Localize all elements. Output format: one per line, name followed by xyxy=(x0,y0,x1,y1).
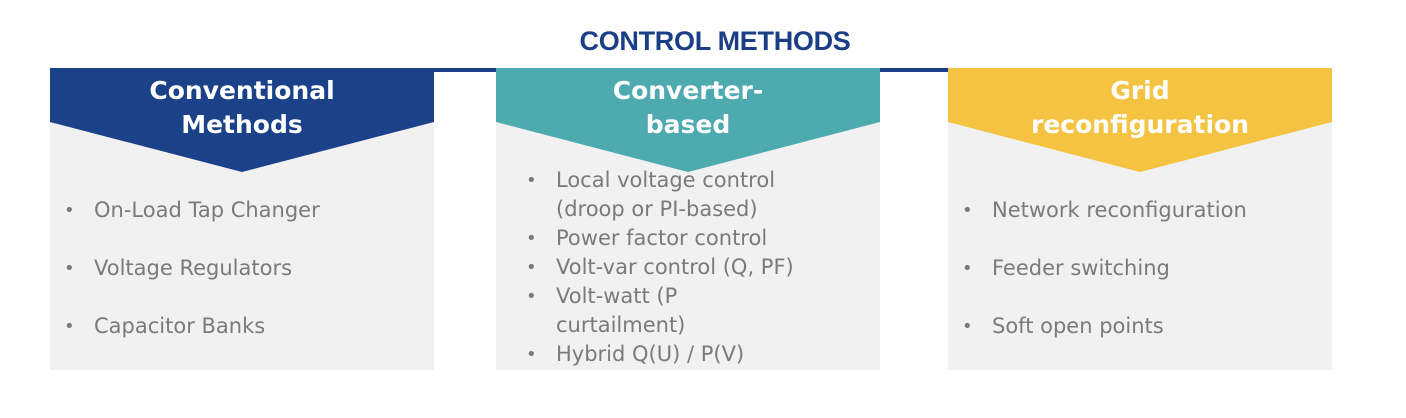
list-item xyxy=(512,340,872,369)
column-header: Grid reconfiguration xyxy=(1031,76,1249,139)
column-header: Conventional Methods xyxy=(149,76,335,139)
bullet-icon: • xyxy=(962,200,973,221)
list-item-text: Power factor control xyxy=(556,226,768,250)
list-item xyxy=(50,312,434,341)
bullet-list xyxy=(948,196,1332,370)
bullet-list xyxy=(50,196,434,370)
bullet-icon: • xyxy=(962,316,973,337)
bullet-icon: • xyxy=(64,200,75,221)
list-item-text: On-Load Tap Changer xyxy=(94,198,320,222)
list-item xyxy=(512,224,872,253)
list-item-text: Network reconfiguration xyxy=(992,198,1247,222)
list-item-text: Feeder switching xyxy=(992,256,1170,280)
bullet-icon: • xyxy=(962,258,973,279)
bullet-icon: • xyxy=(526,170,537,191)
list-item xyxy=(948,196,1332,225)
list-item xyxy=(948,312,1332,341)
list-item xyxy=(948,254,1332,283)
list-item xyxy=(50,196,434,225)
list-item-text: Soft open points xyxy=(992,314,1164,338)
list-item-text: Capacitor Banks xyxy=(94,314,266,338)
bullet-icon: • xyxy=(526,228,537,249)
column-conventional-methods xyxy=(50,68,434,370)
diagram-title: CONTROL METHODS xyxy=(579,26,851,56)
list-item xyxy=(512,166,872,224)
list-item-text: Voltage Regulators xyxy=(94,256,293,280)
bullet-icon: • xyxy=(64,316,75,337)
list-item xyxy=(512,282,872,340)
bullet-list xyxy=(512,166,872,369)
list-item xyxy=(50,254,434,283)
bullet-icon: • xyxy=(526,344,537,365)
list-item-text: Local voltage control (droop or PI-based) xyxy=(556,168,776,221)
column-header: Converter- based xyxy=(612,76,764,139)
list-item xyxy=(512,253,872,282)
list-item-text: Hybrid Q(U) / P(V) xyxy=(556,342,745,366)
column-grid-reconfiguration xyxy=(948,68,1332,370)
column-converter-based xyxy=(496,68,880,370)
list-item-text: Volt-watt (P curtailment) xyxy=(556,284,686,337)
bullet-icon: • xyxy=(64,258,75,279)
list-item-text: Volt-var control (Q, PF) xyxy=(556,255,794,279)
bullet-icon: • xyxy=(526,286,537,307)
bullet-icon: • xyxy=(526,257,537,278)
